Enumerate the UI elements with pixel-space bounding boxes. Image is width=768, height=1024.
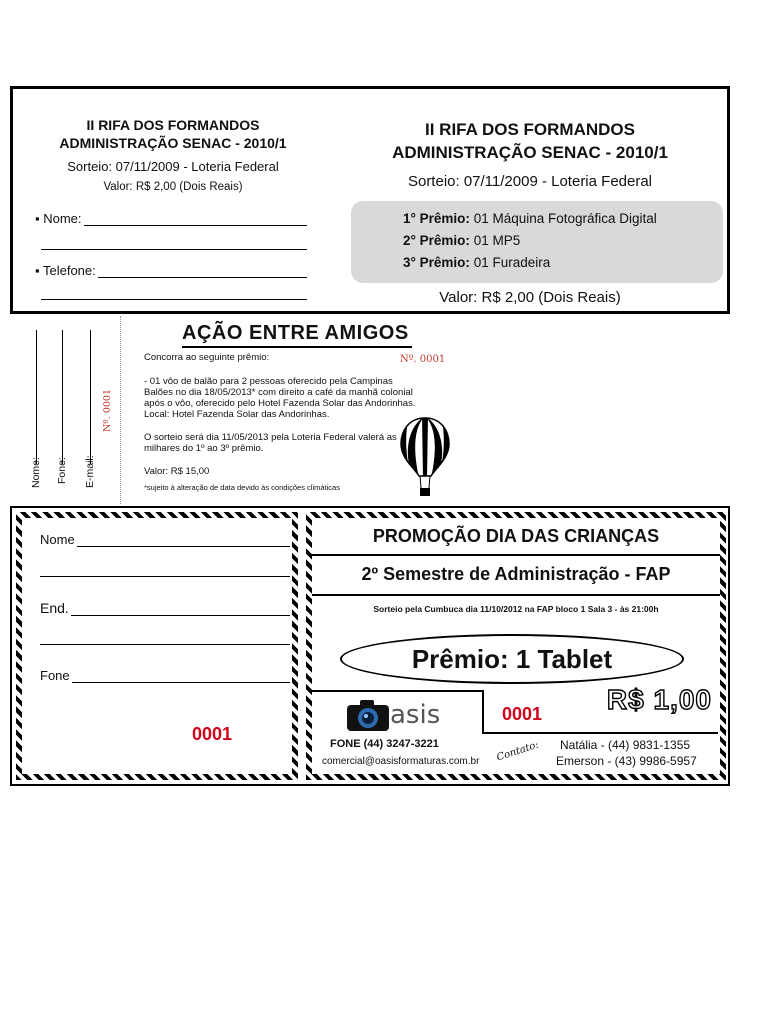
- prize-2: [403, 233, 520, 248]
- main-draw-info: Sorteio: 07/11/2009 - Loteria Federal: [407, 173, 653, 190]
- prize-3-place: 3° Prêmio:: [403, 255, 470, 270]
- email-text: comercial@oasisformaturas.com.br: [322, 756, 480, 767]
- name-line: [84, 213, 307, 226]
- main-value: Valor: R$ 2,00 (Dois Reais): [439, 289, 621, 306]
- stub-phone-field[interactable]: [40, 668, 290, 683]
- ticket-stub: [16, 512, 298, 780]
- phone-line: [62, 330, 63, 464]
- name-line-2: [40, 576, 290, 577]
- phone-label: ▪ Telefone:: [35, 263, 96, 278]
- subtitle-divider: [312, 594, 720, 596]
- promo-subtitle: 2º Semestre de Administração - FAP: [361, 564, 671, 584]
- prize-3: [403, 255, 550, 270]
- name-label: ▪ Nome:: [35, 211, 82, 226]
- ticket-title: AÇÃO ENTRE AMIGOS: [182, 322, 409, 344]
- name-label: Nome:: [30, 457, 42, 488]
- main-body: [312, 518, 720, 774]
- name-line: [36, 330, 37, 464]
- prize-2-place: 2° Prêmio:: [403, 233, 470, 248]
- hot-air-balloon-icon: [400, 416, 450, 498]
- address-label: End.: [40, 600, 69, 616]
- stub-name-field[interactable]: [35, 211, 307, 226]
- stub-value: Valor: R$ 2,00 (Dois Reais): [103, 181, 243, 193]
- prize-2-item: 01 MP5: [473, 233, 521, 248]
- main-title-line1: II RIFA DOS FORMANDOS: [425, 120, 635, 139]
- stub-title-line2: ADMINISTRAÇÃO SENAC - 2010/1: [59, 135, 287, 151]
- prize-1-place: 1° Prêmio:: [403, 211, 470, 226]
- ticket-number: 0001: [502, 704, 543, 724]
- stub-number: 0001: [192, 724, 233, 744]
- phone-text: FONE (44) 3247-3221: [330, 738, 439, 750]
- contact-natalia: Natália - (44) 9831-1355: [560, 738, 691, 752]
- stub-title-line1: II RIFA DOS FORMANDOS: [86, 117, 260, 133]
- stub-draw-info: Sorteio: 07/11/2009 - Loteria Federal: [67, 159, 279, 174]
- name-line-2: [41, 249, 307, 250]
- ticket-number: Nº. 0001: [400, 354, 446, 365]
- prize-3-item: 01 Furadeira: [473, 255, 551, 270]
- footer-divider-vertical: [482, 690, 484, 734]
- ticket-stub: [13, 89, 333, 311]
- stub-name-field[interactable]: [40, 532, 290, 547]
- email-line: [90, 330, 91, 464]
- title-underline: [182, 346, 412, 348]
- draw-description: O sorteio será dia 11/05/2013 pela Loteria Federal valerá as milhares do 1º ao 3º prêmio.: [144, 432, 397, 454]
- stub-address-field[interactable]: [40, 600, 290, 616]
- raffle-ticket-dia-das-criancas: [10, 506, 730, 786]
- address-line: [71, 603, 290, 616]
- logo-text: asis: [390, 700, 441, 730]
- contact-emerson: Emerson - (43) 9986-5957: [556, 754, 697, 768]
- footnote: *sujeito à alteração de data devido às condições climáticas: [144, 483, 340, 492]
- phone-line: [72, 670, 290, 683]
- ticket-value: Valor: R$ 15,00: [144, 466, 210, 477]
- prize-list: [351, 201, 723, 283]
- footer-divider-left: [312, 690, 482, 692]
- price-label: R$ 1,00: [606, 684, 712, 715]
- stub-body: [22, 518, 292, 774]
- title-divider: [312, 554, 720, 556]
- footer-divider-right: [482, 732, 718, 734]
- name-line: [77, 534, 290, 547]
- main-title-line2: ADMINISTRAÇÃO SENAC - 2010/1: [392, 143, 668, 162]
- prize-1-item: 01 Máquina Fotográfica Digital: [473, 211, 657, 226]
- ticket-main: [333, 89, 727, 311]
- prize-oval: Prêmio: 1 Tablet: [340, 634, 684, 684]
- ticket-main: [130, 316, 730, 504]
- contact-label: Contato:: [495, 739, 541, 764]
- prize-1: [403, 211, 657, 226]
- ticket-stub: [10, 316, 121, 504]
- email-label: E-mail:: [84, 455, 96, 488]
- camera-logo-icon: [346, 698, 390, 732]
- raffle-ticket-acao-entre-amigos: [10, 316, 730, 504]
- promo-title: PROMOÇÃO DIA DAS CRIANÇAS: [372, 526, 660, 546]
- stub-number: Nº. 0001: [102, 389, 113, 432]
- prize-description: - 01 vôo de balão para 2 pessoas oferecido pela Campinas Balões no dia 18/05/2013* com direito a café da manhã colonial após o vôo, oferecido pelo Hotel Fazenda Solar das Andorinhas. Local: Hotel Fazenda Solar das Andorinhas.: [144, 376, 416, 420]
- name-label: Nome: [40, 532, 75, 547]
- raffle-ticket-senac: [10, 86, 730, 314]
- stub-phone-field[interactable]: [35, 263, 307, 278]
- phone-line-2: [41, 299, 307, 300]
- address-line-2: [40, 644, 290, 645]
- phone-line: [98, 265, 307, 278]
- phone-label: Fone:: [56, 457, 68, 484]
- ticket-main: [306, 512, 726, 780]
- draw-info: Sorteio pela Cumbuca dia 11/10/2012 na FAP bloco 1 Sala 3 - às 21:00h: [373, 604, 659, 614]
- intro-text: Concorra ao seguinte prêmio:: [144, 352, 270, 363]
- phone-label: Fone: [40, 668, 70, 683]
- oasis-logo: [346, 698, 456, 734]
